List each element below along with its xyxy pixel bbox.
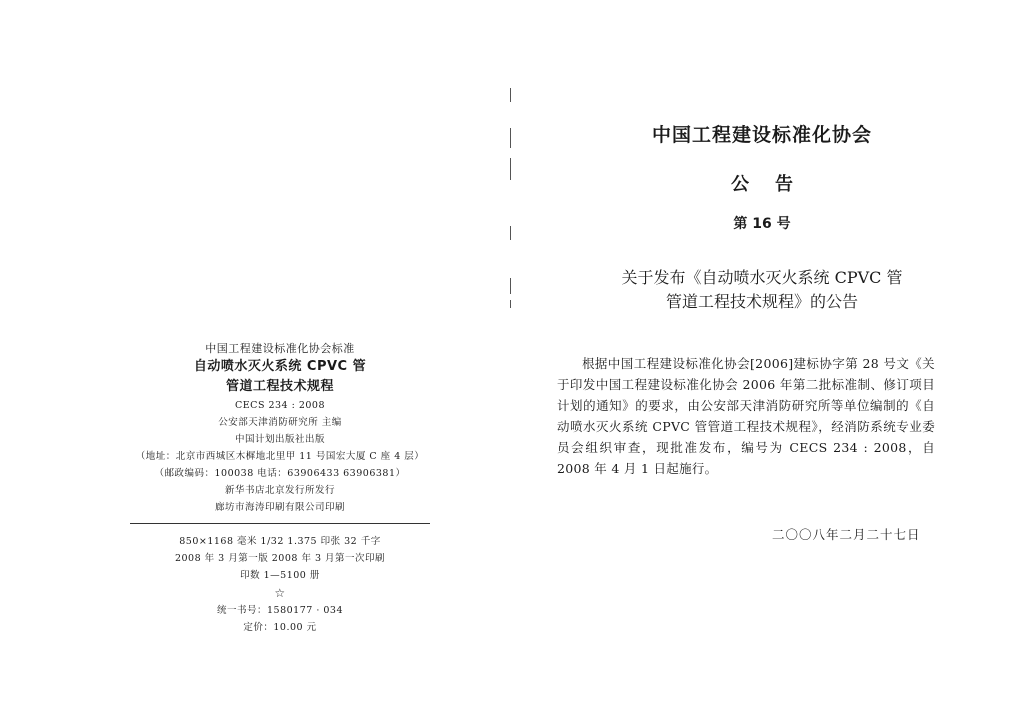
cip-address: （地址：北京市西城区木樨地北里甲 11 号国宏大厦 C 座 4 层） <box>135 451 425 462</box>
cip-block <box>130 340 430 636</box>
right-page <box>512 0 1024 724</box>
cip-book-title-2: 管道工程技术规程 <box>225 379 334 394</box>
cip-code: CECS 234 : 2008 <box>234 400 326 411</box>
headline-line-1: 关于发布《自动喷水灭火系统 CPVC 管 <box>621 268 903 287</box>
cip-series: 中国工程建设标准化协会标准 <box>205 342 355 355</box>
announce-number: 第 16 号 <box>733 216 791 232</box>
price: 定价：10.00 元 <box>243 622 317 633</box>
print-run: 印数 1—5100 册 <box>240 570 320 581</box>
announce-body: 根据中国工程建设标准化协会[2006]建标协字第 28 号文《关于印发中国工程建设标准化协会 2006 年第二批标准制、修订项目计划的通知》的要求，由公安部天津消防研究所等单位编制的《自动喷水灭火系统 CPVC 管管道工程技术规程》，经消防系统专业委员会组织审查，现批准发布，编号为 CECS 234 : 2008，自 2008 年 4 月 1 日起施行。 <box>557 356 935 476</box>
org-title: 中国工程建设标准化协会 <box>651 124 872 146</box>
left-page <box>0 0 510 724</box>
star-icon: ☆ <box>274 586 286 600</box>
cip-book-title-1: 自动喷水灭火系统 CPVC 管 <box>193 359 367 374</box>
cip-postcode: （邮政编码：100038 电话：63906433 63906381） <box>154 468 406 479</box>
cip-editor: 公安部天津消防研究所 主编 <box>218 417 342 428</box>
cip-printer: 廊坊市海涛印刷有限公司印刷 <box>214 502 345 513</box>
book-number: 统一书号：1580177 · 034 <box>216 605 343 616</box>
announce-label: 公告 <box>731 174 819 195</box>
print-edition: 2008 年 3 月第一版 2008 年 3 月第一次印刷 <box>174 553 386 564</box>
print-spec: 850×1168 毫米 1/32 1.375 印张 32 千字 <box>179 536 381 547</box>
headline-line-2: 管道工程技术规程》的公告 <box>665 292 858 311</box>
announce-headline <box>512 266 1012 314</box>
cip-publisher: 中国计划出版社出版 <box>234 434 325 445</box>
announce-date: 二〇〇八年二月二十七日 <box>772 527 921 542</box>
cip-divider <box>130 523 430 524</box>
cip-distributor: 新华书店北京发行所发行 <box>224 485 335 496</box>
